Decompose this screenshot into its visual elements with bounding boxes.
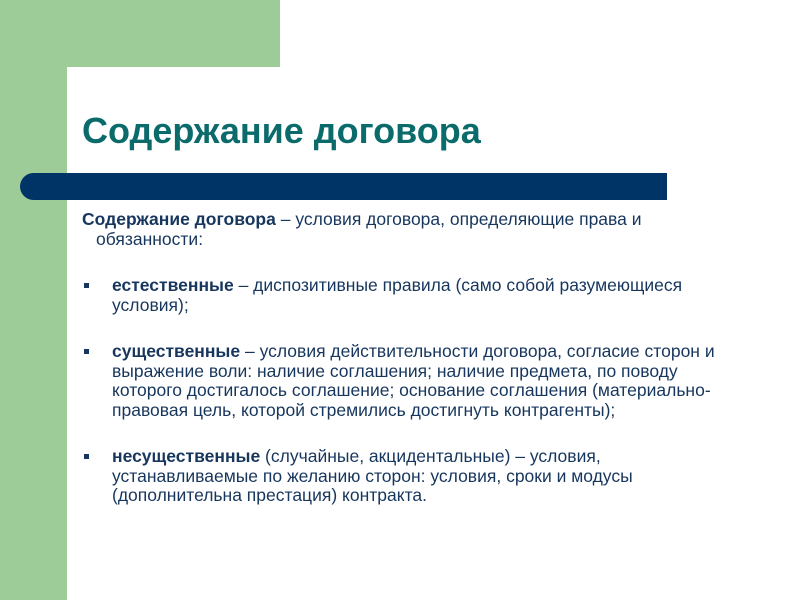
intro-term: Содержание договора xyxy=(82,209,276,229)
list-item xyxy=(82,276,742,315)
list-item xyxy=(82,447,742,506)
side-decoration-bar xyxy=(0,0,67,600)
bullet-text: – диспозитивные правила (само собой разумеющиеся условия); xyxy=(112,275,683,315)
intro-paragraph xyxy=(82,210,742,249)
slide-body xyxy=(82,210,742,506)
bullet-text: (случайные, акцидентальные) – условия, устанавливаемые по желанию сторон: условия, сроки и модусы (дополнительна престация) контракта. xyxy=(112,446,633,505)
intro-text: – условия договора, определяющие права и обязанности: xyxy=(96,209,642,249)
bullet-square-icon xyxy=(84,283,89,288)
bullet-term: естественные xyxy=(112,275,234,295)
bullet-square-icon xyxy=(84,349,89,354)
bullet-term: существенные xyxy=(112,341,241,361)
list-item xyxy=(82,342,742,420)
title-divider-bar xyxy=(20,173,667,200)
bullet-text: – условия действительности договора, согласие сторон и выражение воли: наличие соглашения; наличие предмета, по поводу которого достигалось соглашение; основание соглашения (материально-правовая цель, которой стремились достигнуть контрагенты); xyxy=(112,341,715,420)
slide-title: Содержание договора xyxy=(82,110,481,151)
conditions-list xyxy=(82,276,742,506)
bullet-term: несущественные xyxy=(112,446,261,466)
top-decoration-block xyxy=(67,0,280,67)
bullet-square-icon xyxy=(84,454,89,459)
